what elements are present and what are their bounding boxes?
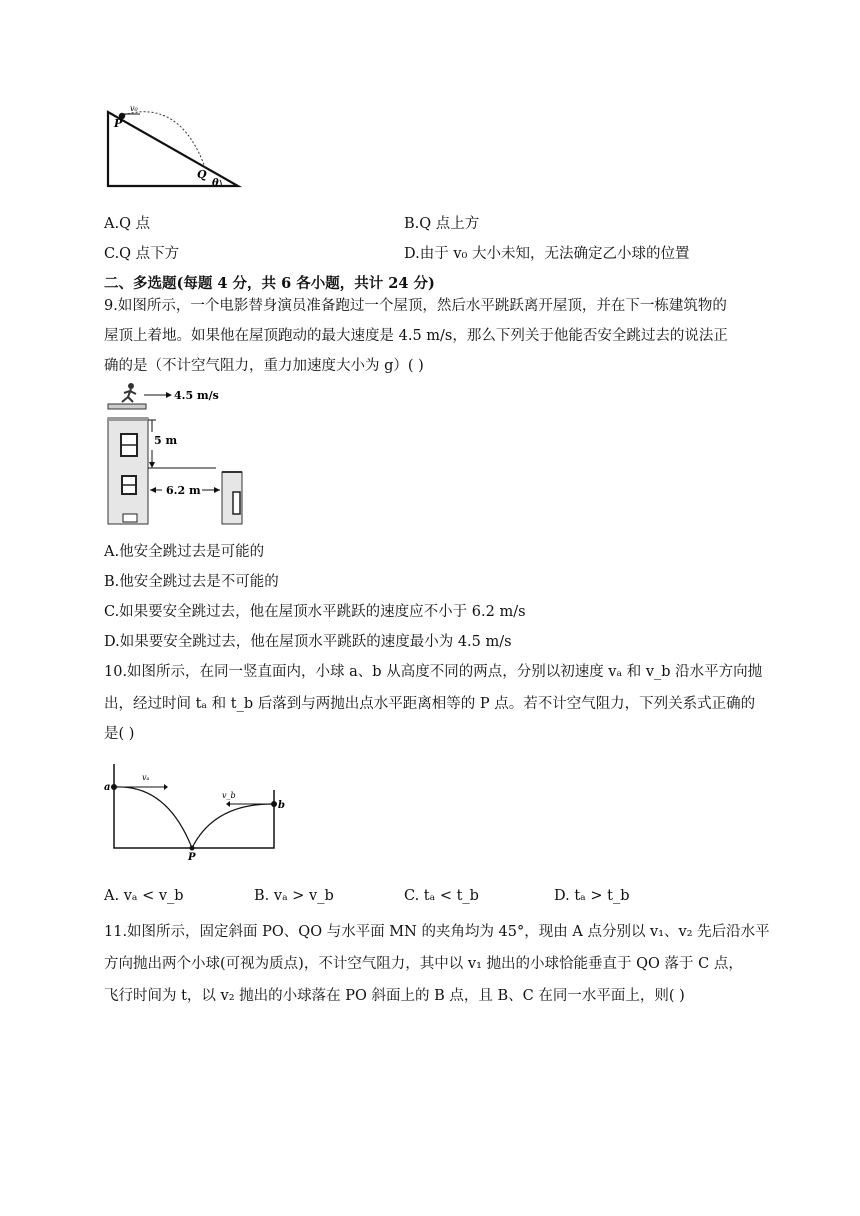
vb-label: v_b <box>222 791 236 800</box>
q8-option-a[interactable]: A.Q 点 <box>104 216 151 232</box>
q9-stem-line2: 屋顶上着地。如果他在屋顶跑动的最大速度是 4.5 m/s，那么下列关于他能否安全跳过去的说法正 <box>104 328 728 344</box>
q10-option-a[interactable]: A. vₐ < v_b <box>104 888 184 904</box>
q10-stem-line2: 出，经过时间 tₐ 和 t_b 后落到与两抛出点水平距离相等的 P 点。若不计空气阻力，下列关系式正确的 <box>104 696 756 712</box>
incline-figure <box>100 100 245 192</box>
va-label: vₐ <box>142 773 150 782</box>
height-label: 5 m <box>154 434 178 447</box>
b-label: b <box>278 800 285 811</box>
q8-option-d[interactable]: D.由于 v₀ 大小未知，无法确定乙小球的位置 <box>404 246 690 262</box>
q11-stem-line1: 11.如图所示，固定斜面 PO、QO 与水平面 MN 的夹角均为 45°，现由 A 点分别以 v₁、v₂ 先后沿水平 <box>104 924 770 940</box>
q9-option-a[interactable]: A.他安全跳过去是可能的 <box>104 544 265 560</box>
speed-label: 4.5 m/s <box>174 389 219 402</box>
theta-label: θ <box>212 178 219 189</box>
q8-option-c[interactable]: C.Q 点下方 <box>104 246 180 262</box>
q9-stem-line1: 9.如图所示，一个电影替身演员准备跑过一个屋顶，然后水平跳跃离开屋顶，并在下一栋建筑物的 <box>104 298 727 314</box>
section-heading: 二、多选题(每题 4 分，共 6 各小题，共计 24 分) <box>104 275 435 292</box>
q8-option-b[interactable]: B.Q 点上方 <box>404 216 480 232</box>
q9-option-b[interactable]: B.他安全跳过去是不可能的 <box>104 574 279 590</box>
q10-stem-line3: 是( ) <box>104 726 135 742</box>
a-label: a <box>104 782 111 793</box>
q-label: Q <box>197 168 207 181</box>
q10-option-c[interactable]: C. tₐ < t_b <box>404 888 479 904</box>
q10-option-d[interactable]: D. tₐ > t_b <box>554 888 630 904</box>
q9-option-c[interactable]: C.如果要安全跳过去，他在屋顶水平跳跃的速度应不小于 6.2 m/s <box>104 604 526 620</box>
p-point-label: P <box>188 852 196 863</box>
q10-stem-line1: 10.如图所示，在同一竖直面内，小球 a、b 从高度不同的两点，分别以初速度 vₐ 和 v_b 沿水平方向抛 <box>104 664 763 680</box>
q11-stem-line3: 飞行时间为 t，以 v₂ 抛出的小球落在 PO 斜面上的 B 点，且 B、C 在同一水平面上，则( ) <box>104 988 685 1004</box>
q9-stem-line3: 确的是（不计空气阻力，重力加速度大小为 g）( ) <box>104 358 424 374</box>
projectiles-figure <box>102 760 285 863</box>
q11-stem-line2: 方向抛出两个小球(可视为质点)，不计空气阻力，其中以 v₁ 抛出的小球恰能垂直于 QO 落于 C 点， <box>104 956 743 972</box>
distance-label: 6.2 m <box>166 484 201 497</box>
q9-option-d[interactable]: D.如果要安全跳过去，他在屋顶水平跳跃的速度最小为 4.5 m/s <box>104 634 512 650</box>
v0-label: v₀ <box>130 104 138 113</box>
p-label: P <box>114 117 123 130</box>
q10-option-b[interactable]: B. vₐ > v_b <box>254 888 334 904</box>
buildings-figure <box>104 380 264 530</box>
